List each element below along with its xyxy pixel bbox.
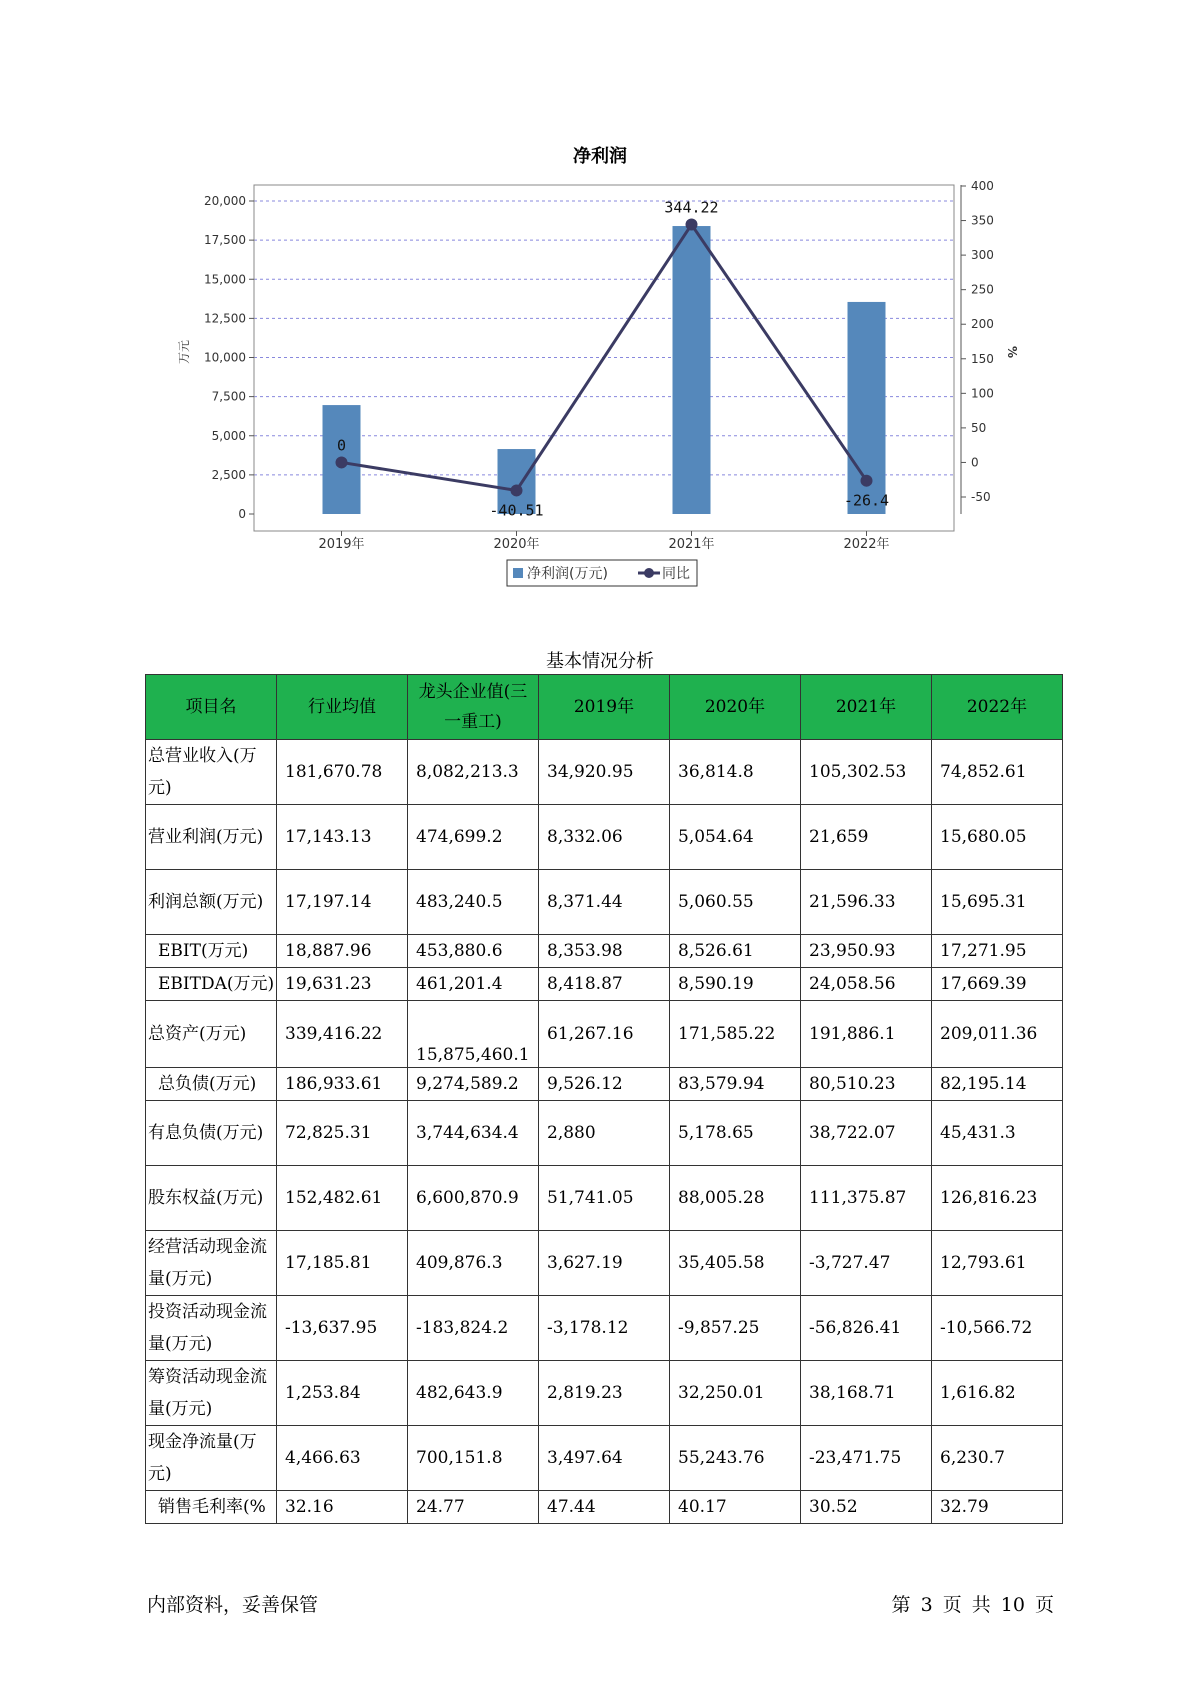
y2-axis-label: % xyxy=(1005,345,1019,359)
yoy-data-label: -40.51 xyxy=(489,501,544,520)
table-cell: 9,274,589.2 xyxy=(408,1068,539,1101)
table-cell: 8,353.98 xyxy=(539,935,670,968)
table-cell: 21,596.33 xyxy=(801,870,932,935)
table-cell: 8,332.06 xyxy=(539,805,670,870)
table-cell: 12,793.61 xyxy=(932,1231,1063,1296)
chart-title: 净利润 xyxy=(573,146,627,167)
footer-page-number: 第 3 页 共 10 页 xyxy=(891,1594,1054,1616)
yoy-line-series xyxy=(336,199,890,520)
yoy-data-label: -26.4 xyxy=(843,491,890,510)
row-label: 经营活动现金流量(万元) xyxy=(146,1231,277,1296)
net-profit-bar xyxy=(673,226,711,514)
right-tick-label: 150 xyxy=(971,351,994,366)
table-row xyxy=(146,1296,1063,1361)
table-cell: 191,886.1 xyxy=(801,1001,932,1068)
footer-confidential-note: 内部资料，妥善保管 xyxy=(147,1594,319,1616)
header-cell: 2021年 xyxy=(801,675,932,740)
yoy-point xyxy=(511,484,523,496)
yoy-data-label: 0 xyxy=(336,436,347,455)
table-row xyxy=(146,1068,1063,1101)
table-cell: 152,482.61 xyxy=(277,1166,408,1231)
table-cell: 5,178.65 xyxy=(670,1101,801,1166)
legend-line-label: 同比 xyxy=(662,566,690,582)
right-tick-label: 250 xyxy=(971,282,994,297)
table-cell: 5,060.55 xyxy=(670,870,801,935)
legend-bar-label: 净利润(万元) xyxy=(527,566,608,582)
legend-line-marker xyxy=(644,568,654,578)
table-row xyxy=(146,935,1063,968)
header-cell: 龙头企业值(三一重工) xyxy=(408,675,539,740)
table-cell: 9,526.12 xyxy=(539,1068,670,1101)
table-cell: 88,005.28 xyxy=(670,1166,801,1231)
row-label: 营业利润(万元) xyxy=(146,805,277,870)
table-cell: 55,243.76 xyxy=(670,1426,801,1491)
table-cell: 18,887.96 xyxy=(277,935,408,968)
table-cell: 61,267.16 xyxy=(539,1001,670,1068)
table-cell: 38,722.07 xyxy=(801,1101,932,1166)
table-cell: 1,253.84 xyxy=(277,1361,408,1426)
yoy-line xyxy=(342,225,867,491)
x-tick-label: 2019年 xyxy=(318,537,365,552)
table-cell: -9,857.25 xyxy=(670,1296,801,1361)
right-tick-label: 100 xyxy=(971,386,994,401)
table-cell: -10,566.72 xyxy=(932,1296,1063,1361)
row-label: 有息负债(万元) xyxy=(146,1101,277,1166)
right-tick-label: 350 xyxy=(971,213,994,228)
table-cell: 700,151.8 xyxy=(408,1426,539,1491)
table-row xyxy=(146,1166,1063,1231)
table-cell: 8,371.44 xyxy=(539,870,670,935)
table-cell: 17,185.81 xyxy=(277,1231,408,1296)
chart-legend xyxy=(507,560,697,586)
table-header-row xyxy=(146,675,1063,740)
table-cell: 83,579.94 xyxy=(670,1068,801,1101)
table-cell: 35,405.58 xyxy=(670,1231,801,1296)
right-tick-label: 0 xyxy=(971,455,979,470)
left-axis-ticks xyxy=(204,194,254,521)
row-label: 总负债(万元) xyxy=(146,1068,277,1101)
x-tick-label: 2020年 xyxy=(493,537,540,552)
table-row xyxy=(146,1101,1063,1166)
left-tick-label: 5,000 xyxy=(211,428,246,443)
table-row xyxy=(146,1231,1063,1296)
table-cell: 15,680.05 xyxy=(932,805,1063,870)
table-cell: 453,880.6 xyxy=(408,935,539,968)
table-cell: 171,585.22 xyxy=(670,1001,801,1068)
table-row xyxy=(146,1426,1063,1491)
table-row xyxy=(146,968,1063,1001)
left-tick-label: 12,500 xyxy=(204,311,246,326)
table-row xyxy=(146,1001,1063,1068)
table-cell: 19,631.23 xyxy=(277,968,408,1001)
table-cell: 2,819.23 xyxy=(539,1361,670,1426)
table-caption: 基本情况分析 xyxy=(546,651,654,672)
table-cell: 3,744,634.4 xyxy=(408,1101,539,1166)
table-cell: 409,876.3 xyxy=(408,1231,539,1296)
chart-bars xyxy=(323,226,886,514)
table-cell: 339,416.22 xyxy=(277,1001,408,1068)
right-tick-label: -50 xyxy=(971,490,991,504)
legend-bar-swatch xyxy=(513,568,523,578)
table-cell: -3,178.12 xyxy=(539,1296,670,1361)
table-cell: 21,659 xyxy=(801,805,932,870)
left-tick-label: 10,000 xyxy=(204,350,246,365)
table-cell: 17,669.39 xyxy=(932,968,1063,1001)
header-cell: 2022年 xyxy=(932,675,1063,740)
row-label: 总营业收入(万元) xyxy=(146,740,277,805)
table-cell: 30.52 xyxy=(801,1491,932,1524)
header-cell: 项目名 xyxy=(146,675,277,740)
table-cell: -56,826.41 xyxy=(801,1296,932,1361)
table-cell: 482,643.9 xyxy=(408,1361,539,1426)
table-cell: 8,590.19 xyxy=(670,968,801,1001)
table-cell: 38,168.71 xyxy=(801,1361,932,1426)
table-cell: 74,852.61 xyxy=(932,740,1063,805)
table-cell: 126,816.23 xyxy=(932,1166,1063,1231)
table-cell: 15,695.31 xyxy=(932,870,1063,935)
table-cell: 8,418.87 xyxy=(539,968,670,1001)
table-cell: -183,824.2 xyxy=(408,1296,539,1361)
table-cell: 474,699.2 xyxy=(408,805,539,870)
x-tick-label: 2022年 xyxy=(843,537,890,552)
left-tick-label: 17,500 xyxy=(204,233,246,248)
x-tick-label: 2021年 xyxy=(668,537,715,552)
header-cell: 2019年 xyxy=(539,675,670,740)
right-tick-label: 300 xyxy=(971,248,994,263)
table-cell: 32.79 xyxy=(932,1491,1063,1524)
header-cell: 行业均值 xyxy=(277,675,408,740)
table-cell: 2,880 xyxy=(539,1101,670,1166)
table-cell: 8,082,213.3 xyxy=(408,740,539,805)
table-cell: 82,195.14 xyxy=(932,1068,1063,1101)
left-tick-label: 0 xyxy=(238,507,246,521)
row-label: 筹资活动现金流量(万元) xyxy=(146,1361,277,1426)
left-tick-label: 15,000 xyxy=(204,272,246,287)
table-cell: 461,201.4 xyxy=(408,968,539,1001)
table-cell: 34,920.95 xyxy=(539,740,670,805)
table-cell: 24.77 xyxy=(408,1491,539,1524)
table-cell: 15,875,460.1 xyxy=(408,1001,539,1068)
table-cell: 24,058.56 xyxy=(801,968,932,1001)
yoy-point xyxy=(336,456,348,468)
table-cell: 47.44 xyxy=(539,1491,670,1524)
table-cell: 45,431.3 xyxy=(932,1101,1063,1166)
table-cell: 40.17 xyxy=(670,1491,801,1524)
table-cell: 186,933.61 xyxy=(277,1068,408,1101)
yoy-point xyxy=(861,475,873,487)
table-row xyxy=(146,805,1063,870)
table-cell: 80,510.23 xyxy=(801,1068,932,1101)
analysis-table xyxy=(145,674,1063,1524)
table-row xyxy=(146,870,1063,935)
table-cell: -13,637.95 xyxy=(277,1296,408,1361)
row-label: 股东权益(万元) xyxy=(146,1166,277,1231)
left-tick-label: 20,000 xyxy=(204,194,246,208)
table-cell: 32.16 xyxy=(277,1491,408,1524)
table-cell: 8,526.61 xyxy=(670,935,801,968)
row-label: EBIT(万元) xyxy=(146,935,277,968)
table-cell: 111,375.87 xyxy=(801,1166,932,1231)
table-cell: 51,741.05 xyxy=(539,1166,670,1231)
table-cell: 483,240.5 xyxy=(408,870,539,935)
row-label: 销售毛利率(% xyxy=(146,1491,277,1524)
x-axis-ticks xyxy=(318,531,889,552)
table-cell: 17,143.13 xyxy=(277,805,408,870)
table-cell: 4,466.63 xyxy=(277,1426,408,1491)
y-axis-label: 万元 xyxy=(177,339,191,365)
table-cell: 181,670.78 xyxy=(277,740,408,805)
table-cell: -3,727.47 xyxy=(801,1231,932,1296)
row-label: 总资产(万元) xyxy=(146,1001,277,1068)
table-cell: 23,950.93 xyxy=(801,935,932,968)
table-cell: 17,197.14 xyxy=(277,870,408,935)
table-row xyxy=(146,1361,1063,1426)
right-tick-label: 200 xyxy=(971,317,994,332)
row-label: 投资活动现金流量(万元) xyxy=(146,1296,277,1361)
table-cell: 36,814.8 xyxy=(670,740,801,805)
yoy-point xyxy=(686,219,698,231)
table-cell: 72,825.31 xyxy=(277,1101,408,1166)
table-cell: 209,011.36 xyxy=(932,1001,1063,1068)
table-cell: 6,230.7 xyxy=(932,1426,1063,1491)
header-cell: 2020年 xyxy=(670,675,801,740)
table-cell: 5,054.64 xyxy=(670,805,801,870)
yoy-data-label: 344.22 xyxy=(664,198,719,217)
row-label: 利润总额(万元) xyxy=(146,870,277,935)
table-cell: 3,627.19 xyxy=(539,1231,670,1296)
table-cell: -23,471.75 xyxy=(801,1426,932,1491)
table-cell: 17,271.95 xyxy=(932,935,1063,968)
table-cell: 1,616.82 xyxy=(932,1361,1063,1426)
right-axis-ticks xyxy=(961,179,994,504)
table-row xyxy=(146,1491,1063,1524)
table-row xyxy=(146,740,1063,805)
table-cell: 105,302.53 xyxy=(801,740,932,805)
left-tick-label: 2,500 xyxy=(211,467,246,482)
right-tick-label: 50 xyxy=(971,420,987,435)
table-cell: 6,600,870.9 xyxy=(408,1166,539,1231)
table-cell: 3,497.64 xyxy=(539,1426,670,1491)
net-profit-chart xyxy=(0,0,1191,620)
table-cell: 32,250.01 xyxy=(670,1361,801,1426)
row-label: 现金净流量(万元) xyxy=(146,1426,277,1491)
row-label: EBITDA(万元) xyxy=(146,968,277,1001)
left-tick-label: 7,500 xyxy=(211,389,246,404)
right-tick-label: 400 xyxy=(971,179,994,193)
